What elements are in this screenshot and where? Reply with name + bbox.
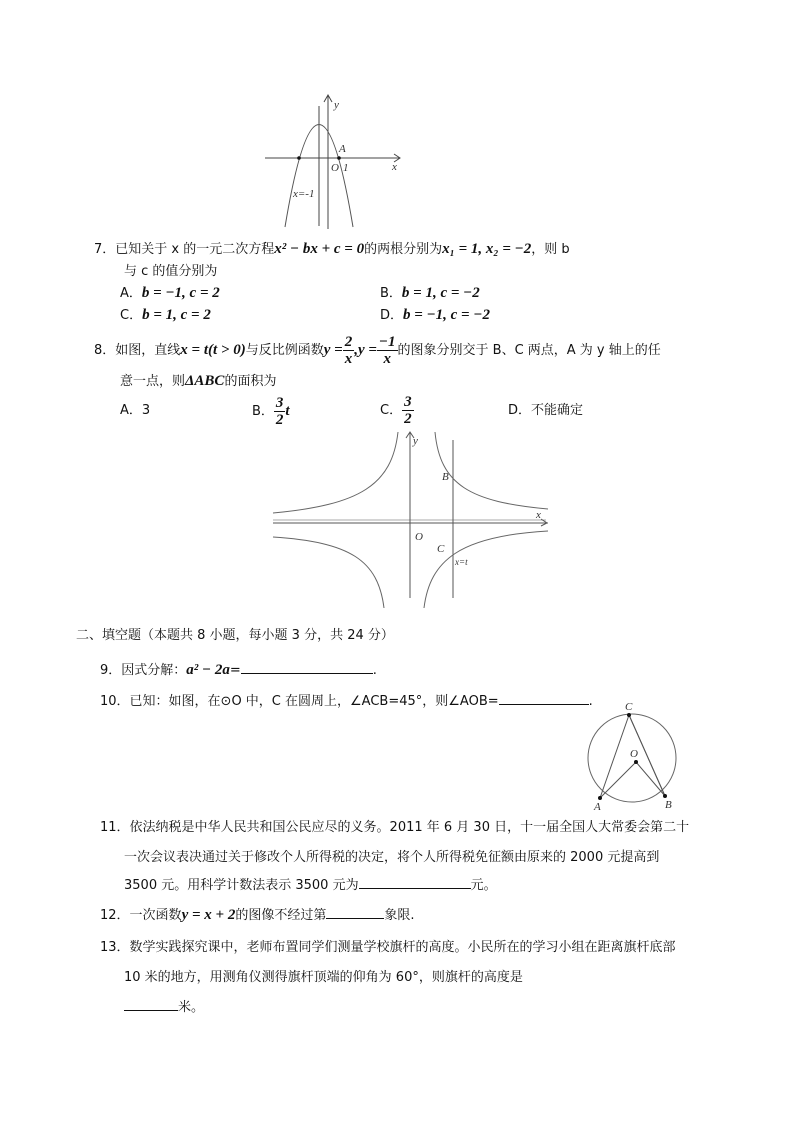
question-text: 与反比例函数 (245, 343, 324, 358)
answer-blank[interactable] (326, 904, 384, 919)
option-label: A． (120, 286, 142, 301)
y-axis-label: y (334, 99, 339, 111)
option-value: b = 1, c = −2 (401, 285, 480, 301)
x-axis-label: x (392, 161, 397, 173)
option-suffix: t (285, 403, 290, 419)
numerator: −1 (378, 334, 396, 350)
option-value: b = 1, c = 2 (142, 307, 211, 323)
option-label: B． (252, 404, 274, 419)
question-9 (100, 659, 377, 680)
fraction (402, 394, 414, 427)
equation: x = t(t > 0) (180, 342, 246, 358)
equation: y = x + 2 (181, 907, 236, 923)
question-text: 因式分解： (121, 663, 187, 678)
q7-option-d[interactable] (380, 306, 490, 325)
unit: 米。 (178, 1000, 205, 1015)
option-label: A． (120, 403, 142, 418)
question-13-line3 (124, 996, 204, 1017)
question-number: 13． (100, 940, 130, 955)
unit: 元。 (470, 878, 497, 893)
symmetry-axis-label: x=-1 (293, 188, 315, 200)
fraction (343, 334, 355, 367)
q7-option-b[interactable] (380, 284, 480, 303)
question-number: 8． (94, 343, 116, 358)
question-number: 9． (100, 663, 122, 678)
question-text: 已知：如图，在⊙O 中，C 在圆周上，∠ACB=45°，则∠AOB= (129, 694, 499, 709)
question-number: 12． (100, 908, 130, 923)
punctuation: . (588, 694, 593, 709)
expression: a² − 2a (186, 662, 230, 678)
q8-option-d[interactable] (508, 402, 583, 420)
question-text: 如图，直线 (115, 343, 181, 358)
denominator: x (344, 351, 353, 367)
question-11 (100, 819, 689, 837)
option-label: B． (380, 286, 402, 301)
point-a-label: A (594, 801, 601, 810)
section-title: 二、填空题（本题共 8 小题，每小题 3 分，共 24 分） (76, 628, 394, 643)
question-number: 10． (100, 694, 130, 709)
x-axis-label: x (536, 509, 541, 521)
function-lhs: y = (357, 342, 377, 358)
question-text: 的面积为 (224, 374, 277, 389)
question-number: 11． (100, 820, 130, 835)
question-text: 的两根分别为 (364, 242, 443, 257)
point-b-label: B (442, 471, 449, 483)
denominator: 2 (275, 412, 284, 428)
q7-option-a[interactable] (120, 284, 220, 303)
option-value: 3 (141, 403, 151, 418)
question-13-line2: 10 米的地方，用测角仪测得旗杆顶端的仰角为 60°，则旗杆的高度是 (124, 970, 523, 985)
question-number: 7． (94, 242, 116, 257)
numerator: 3 (404, 394, 412, 410)
answer-blank[interactable] (359, 874, 471, 889)
question-text: 已知关于 x 的一元二次方程 (115, 242, 275, 257)
question-8 (94, 332, 661, 369)
option-label: C． (120, 308, 143, 323)
question-text: 象限. (384, 908, 415, 923)
q8-option-a[interactable] (120, 402, 150, 420)
question-text: ，则 b (531, 242, 570, 257)
origin-label: O (415, 531, 423, 543)
question-12 (100, 904, 414, 925)
numerator: 3 (275, 395, 284, 411)
one-label: 1 (343, 162, 349, 174)
center-o-label: O (630, 748, 638, 760)
fraction (274, 395, 286, 428)
question-7-line2: 与 c 的值分别为 (124, 264, 218, 279)
denominator: 2 (404, 411, 412, 427)
question-text: 的图像不经过第 (235, 908, 327, 923)
question-text: 的图象分别交于 B、C 两点，A 为 y 轴上的任 (397, 343, 661, 358)
option-value: 不能确定 (531, 403, 584, 418)
roots: x₁ = 1, x₂ = −2 (442, 241, 532, 257)
point-b-label: B (665, 799, 672, 810)
numerator: 2 (344, 334, 353, 350)
punctuation: . (372, 663, 377, 678)
option-label: C． (380, 403, 403, 418)
function-lhs: y = (323, 342, 343, 358)
fraction (377, 334, 398, 367)
question-text: 依法纳税是中华人民共和国公民应尽的义务。2011 年 6 月 30 日，十一届全国人大常委会第二十 (129, 820, 690, 835)
point-a-label: A (339, 143, 346, 155)
option-value: b = −1, c = −2 (403, 307, 490, 323)
separator: , (354, 342, 358, 358)
question-13 (100, 939, 676, 957)
triangle: ΔABC (185, 373, 225, 389)
question-text: 3500 元。用科学计数法表示 3500 元为 (124, 878, 359, 893)
option-label: D． (380, 308, 404, 323)
line-label: x=t (455, 557, 468, 567)
parabola-figure (260, 92, 410, 237)
circle-figure (585, 700, 690, 810)
option-value: b = −1, c = 2 (141, 285, 220, 301)
point-c-label: C (625, 701, 633, 713)
question-text: 数学实践探究课中，老师布置同学们测量学校旗杆的高度。小民所在的学习小组在距离旗杆底部 (129, 940, 676, 955)
q7-option-c[interactable] (120, 306, 211, 325)
q8-option-b[interactable] (252, 393, 290, 430)
question-8-line2 (120, 372, 276, 391)
denominator: x (383, 351, 391, 367)
question-text: 意一点，则 (120, 374, 186, 389)
equation: x² − bx + c = 0 (274, 241, 365, 257)
equals: = (229, 663, 241, 678)
answer-blank[interactable] (499, 690, 589, 705)
question-11-line2: 一次会议表决通过关于修改个人所得税的决定，将个人所得税免征额由原来的 2000 元提高到 (124, 850, 660, 865)
answer-blank[interactable] (241, 659, 373, 674)
answer-blank[interactable] (124, 996, 178, 1011)
question-7 (94, 240, 570, 259)
question-11-line3 (124, 874, 497, 895)
question-text: 一次函数 (129, 908, 182, 923)
y-axis-label: y (413, 435, 418, 447)
question-10 (100, 690, 593, 711)
point-c-label: C (437, 543, 445, 555)
q8-option-c[interactable] (380, 393, 414, 429)
option-label: D． (508, 403, 532, 418)
origin-label: O (331, 162, 339, 174)
hyperbola-figure (270, 430, 560, 610)
